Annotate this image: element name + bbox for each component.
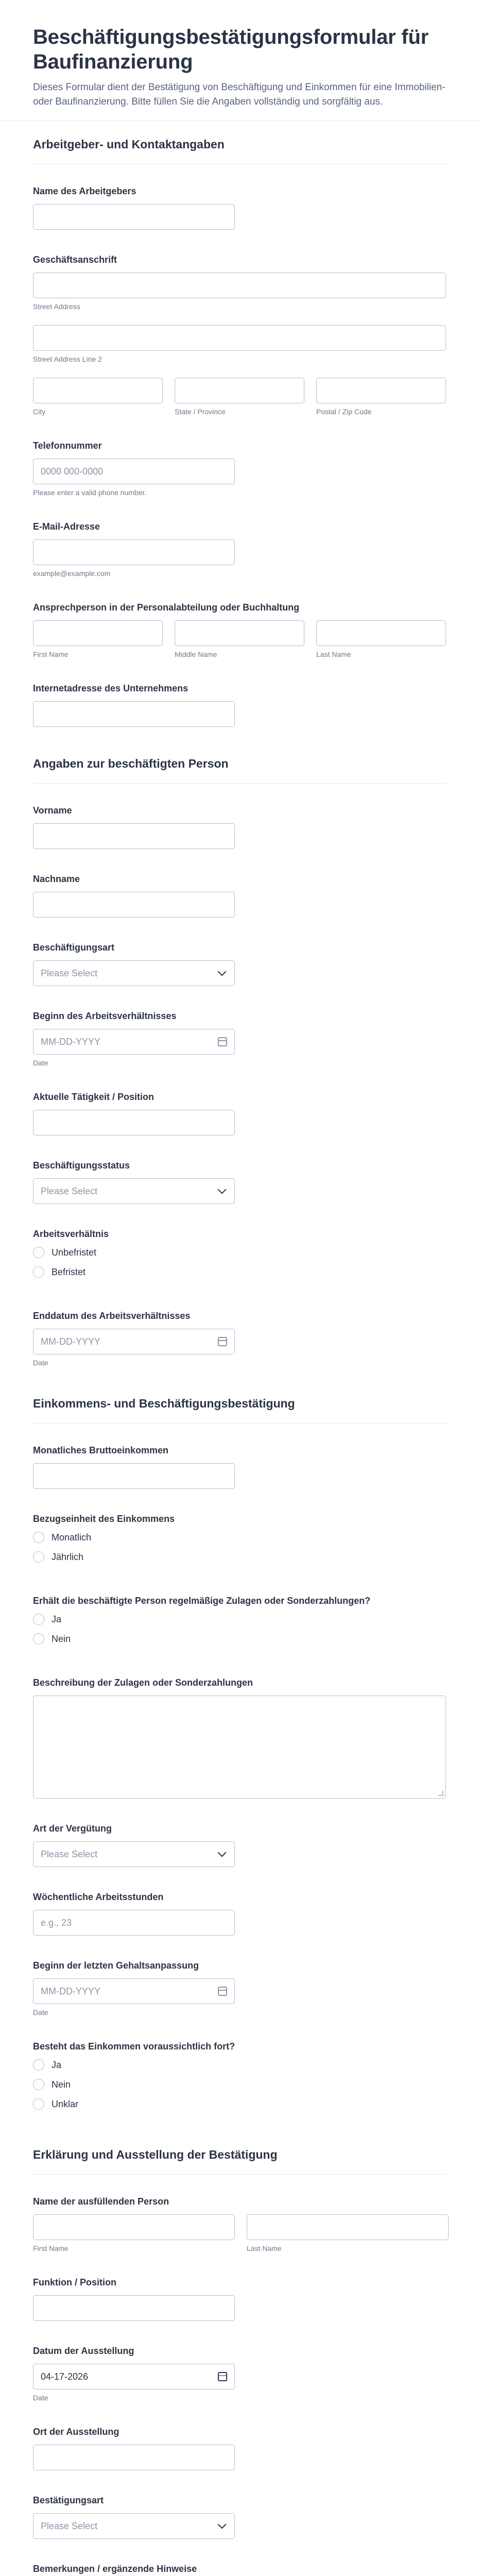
radio-label: Unklar [52, 2098, 79, 2109]
salary-adjustment-label: Beginn der letzten Gehaltsanpassung [33, 1960, 199, 1971]
section-title-declaration: Erklärung und Ausstellung der Bestätigung [33, 2148, 278, 2161]
issue-date-label: Datum der Ausstellung [33, 2346, 134, 2356]
section-head-income [33, 1380, 446, 1423]
salary-adjustment-date-input[interactable] [33, 1978, 235, 2004]
form-description: Dieses Formular dient der Bestätigung von Beschäftigung und Einkommen für eine Immobilien- oder Baufinanzierung. Bitte füllen Sie die Angaben vollständig und sorgfältig aus. [33, 82, 446, 107]
pay-type-label: Art der Vergütung [33, 1823, 112, 1834]
employer-name-input[interactable] [33, 204, 235, 230]
section-title-employee: Angaben zur beschäftigten Person [33, 757, 229, 770]
issuer-first-name-input[interactable] [33, 2214, 235, 2240]
issue-date-sublabel: Date [33, 2394, 48, 2402]
first-name-input[interactable] [33, 823, 235, 849]
radio-label: Monatlich [52, 1532, 92, 1543]
issuer-last-name-input[interactable] [247, 2214, 449, 2240]
contact-person-label: Ansprechperson in der Personalabteilung oder Buchhaltung [33, 602, 300, 613]
field-website [33, 672, 446, 740]
radio-option[interactable] [33, 1633, 446, 1645]
contact-last-name-input[interactable] [316, 620, 446, 646]
employment-status-select[interactable] [33, 1178, 235, 1204]
role-label: Funktion / Position [33, 2277, 116, 2287]
section-title-income: Einkommens- und Beschäftigungsbestätigung [33, 1397, 295, 1410]
chevron-down-icon [218, 968, 227, 976]
field-employment-type [33, 931, 446, 999]
start-date-input[interactable] [33, 1029, 235, 1055]
chevron-down-icon [218, 2520, 227, 2529]
salary-adjustment-sublabel: Date [33, 2008, 48, 2016]
field-employment-status [33, 1149, 446, 1217]
confirmation-type-label: Bestätigungsart [33, 2495, 104, 2505]
weekly-hours-input[interactable] [33, 1910, 235, 1936]
field-issue-place [33, 2415, 446, 2484]
city-sublabel: City [33, 408, 46, 416]
street-address-sublabel: Street Address [33, 302, 80, 311]
field-income-continue [33, 2030, 446, 2131]
confirmation-type-select[interactable] [33, 2513, 235, 2539]
field-contact-person [33, 591, 446, 672]
salary-adjustment-placeholder: MM-DD-YYYY [41, 1986, 100, 1996]
section-head-declaration [33, 2131, 446, 2175]
issuer-last-sublabel: Last Name [247, 2244, 282, 2252]
field-income-unit [33, 1502, 446, 1584]
section-head-employer [33, 121, 446, 164]
bonus-description-textarea[interactable] [33, 1696, 446, 1799]
field-business-address [33, 243, 446, 429]
start-date-label: Beginn des Arbeitsverhältnisses [33, 1011, 177, 1021]
issue-place-label: Ort der Ausstellung [33, 2427, 119, 2437]
last-name-label: Nachname [33, 874, 80, 884]
phone-placeholder: 0000 000-0000 [41, 466, 104, 477]
radio-option[interactable] [33, 1614, 446, 1625]
zip-sublabel: Postal / Zip Code [316, 408, 372, 416]
radio-button[interactable] [33, 1266, 44, 1278]
section-employee [0, 740, 479, 1380]
issuer-first-sublabel: First Name [33, 2244, 69, 2252]
contract-type-label: Arbeitsverhältnis [33, 1229, 109, 1239]
radio-option[interactable] [33, 2059, 446, 2071]
start-date-placeholder: MM-DD-YYYY [41, 1036, 100, 1047]
field-bonus-question [33, 1584, 446, 1666]
field-salary-adjustment [33, 1949, 446, 2030]
email-hint: example@example.com [33, 569, 111, 578]
weekly-hours-label: Wöchentliche Arbeitsstunden [33, 1892, 164, 1902]
radio-option[interactable] [33, 2098, 446, 2110]
field-role [33, 2266, 446, 2334]
website-label: Internetadresse des Unternehmens [33, 683, 189, 693]
radio-label: Jährlich [52, 1551, 84, 1562]
field-weekly-hours [33, 1880, 446, 1949]
field-email [33, 510, 446, 591]
field-employer-name [33, 175, 446, 243]
employment-type-placeholder: Please Select [41, 968, 98, 978]
form-header [0, 0, 479, 121]
radio-label: Ja [52, 1614, 62, 1624]
field-phone [33, 429, 446, 510]
radio-option[interactable] [33, 1551, 446, 1563]
state-input[interactable] [175, 378, 304, 403]
radio-option[interactable] [33, 1247, 446, 1258]
section-declaration [0, 2131, 479, 2576]
radio-label: Unbefristet [52, 1247, 97, 1258]
remarks-label: Bemerkungen / ergänzende Hinweise [33, 2564, 197, 2574]
radio-option[interactable] [33, 2079, 446, 2090]
radio-button[interactable] [33, 1633, 44, 1645]
contact-last-sublabel: Last Name [316, 650, 351, 658]
email-input[interactable] [33, 539, 235, 565]
end-date-sublabel: Date [33, 1359, 48, 1367]
section-income [0, 1380, 479, 2131]
phone-input[interactable] [33, 459, 235, 484]
employment-type-label: Beschäftigungsart [33, 942, 115, 953]
bonus-question-label: Erhält die beschäftigte Person regelmäßige Zulagen oder Sonderzahlungen? [33, 1596, 371, 1606]
website-input[interactable] [33, 701, 235, 727]
field-position [33, 1080, 446, 1149]
radio-button[interactable] [33, 2059, 44, 2071]
radio-button[interactable] [33, 1614, 44, 1625]
calendar-icon[interactable] [218, 1337, 227, 1346]
contact-first-sublabel: First Name [33, 650, 69, 658]
field-start-date [33, 999, 446, 1080]
weekly-hours-placeholder: e.g., 23 [41, 1917, 72, 1928]
street-address-line2-input[interactable] [33, 325, 446, 351]
radio-label: Befristet [52, 1266, 86, 1277]
position-label: Aktuelle Tätigkeit / Position [33, 1092, 155, 1102]
first-name-label: Vorname [33, 805, 72, 816]
radio-button[interactable] [33, 1247, 44, 1258]
end-date-input[interactable] [33, 1329, 235, 1354]
role-input[interactable] [33, 2295, 235, 2321]
zip-input[interactable] [316, 378, 446, 403]
state-sublabel: State / Province [175, 408, 226, 416]
calendar-icon[interactable] [218, 2372, 227, 2381]
section-head-employee [33, 740, 446, 784]
confirmation-type-placeholder: Please Select [41, 2520, 98, 2531]
chevron-down-icon [218, 1849, 227, 1857]
resize-handle-icon[interactable] [438, 1791, 443, 1796]
field-confirmation-type [33, 2484, 446, 2552]
field-issue-date [33, 2334, 446, 2415]
email-label: E-Mail-Adresse [33, 521, 100, 532]
calendar-icon[interactable] [218, 1987, 227, 1996]
pay-type-placeholder: Please Select [41, 1849, 98, 1859]
field-bonus-description [33, 1666, 446, 1812]
field-contract-type [33, 1217, 446, 1299]
city-input[interactable] [33, 378, 163, 403]
radio-label: Nein [52, 2079, 71, 2090]
field-end-date [33, 1299, 446, 1380]
radio-button[interactable] [33, 1551, 44, 1563]
radio-label: Ja [52, 2059, 62, 2070]
issue-date-input[interactable] [33, 2364, 235, 2389]
employment-status-placeholder: Please Select [41, 1185, 98, 1196]
position-input[interactable] [33, 1110, 235, 1136]
street-address-input[interactable] [33, 273, 446, 298]
form-title: Beschäftigungsbestätigungsformular für Baufinanzierung [33, 26, 429, 73]
end-date-placeholder: MM-DD-YYYY [41, 1336, 100, 1347]
radio-button[interactable] [33, 2098, 44, 2110]
bonus-description-label: Beschreibung der Zulagen oder Sonderzahlungen [33, 1677, 253, 1688]
radio-button[interactable] [33, 1532, 44, 1543]
field-pay-type [33, 1812, 446, 1880]
field-first-name [33, 794, 446, 862]
radio-option[interactable] [33, 1532, 446, 1543]
calendar-icon[interactable] [218, 1037, 227, 1046]
contact-middle-sublabel: Middle Name [175, 650, 217, 658]
last-name-input[interactable] [33, 892, 235, 918]
field-issuer-name [33, 2185, 446, 2266]
field-last-name [33, 862, 446, 931]
section-title-employer: Arbeitgeber- und Kontaktangaben [33, 138, 225, 151]
radio-label: Nein [52, 1633, 71, 1644]
employer-name-label: Name des Arbeitgebers [33, 186, 136, 196]
employment-status-label: Beschäftigungsstatus [33, 1160, 130, 1171]
employment-type-select[interactable] [33, 960, 235, 986]
phone-label: Telefonnummer [33, 440, 102, 451]
field-gross-income [33, 1434, 446, 1502]
income-unit-label: Bezugseinheit des Einkommens [33, 1514, 175, 1524]
start-date-sublabel: Date [33, 1059, 48, 1067]
gross-income-label: Monatliches Bruttoeinkommen [33, 1445, 169, 1455]
contact-first-name-input[interactable] [33, 620, 163, 646]
end-date-label: Enddatum des Arbeitsverhältnisses [33, 1311, 191, 1321]
section-employer [0, 121, 479, 740]
issuer-name-label: Name der ausfüllenden Person [33, 2196, 169, 2207]
phone-hint: Please enter a valid phone number. [33, 488, 147, 497]
radio-option[interactable] [33, 1266, 446, 1278]
street-address-line2-sublabel: Street Address Line 2 [33, 355, 102, 363]
issue-date-value: 04-17-2026 [41, 2371, 89, 2382]
address-label: Geschäftsanschrift [33, 255, 117, 265]
pay-type-select[interactable] [33, 1841, 235, 1867]
field-remarks [33, 2552, 446, 2576]
chevron-down-icon [218, 1185, 227, 1194]
radio-button[interactable] [33, 2079, 44, 2090]
contact-middle-name-input[interactable] [175, 620, 304, 646]
gross-income-input[interactable] [33, 1463, 235, 1489]
issue-place-input[interactable] [33, 2445, 235, 2470]
income-continue-label: Besteht das Einkommen voraussichtlich fort? [33, 2041, 235, 2052]
